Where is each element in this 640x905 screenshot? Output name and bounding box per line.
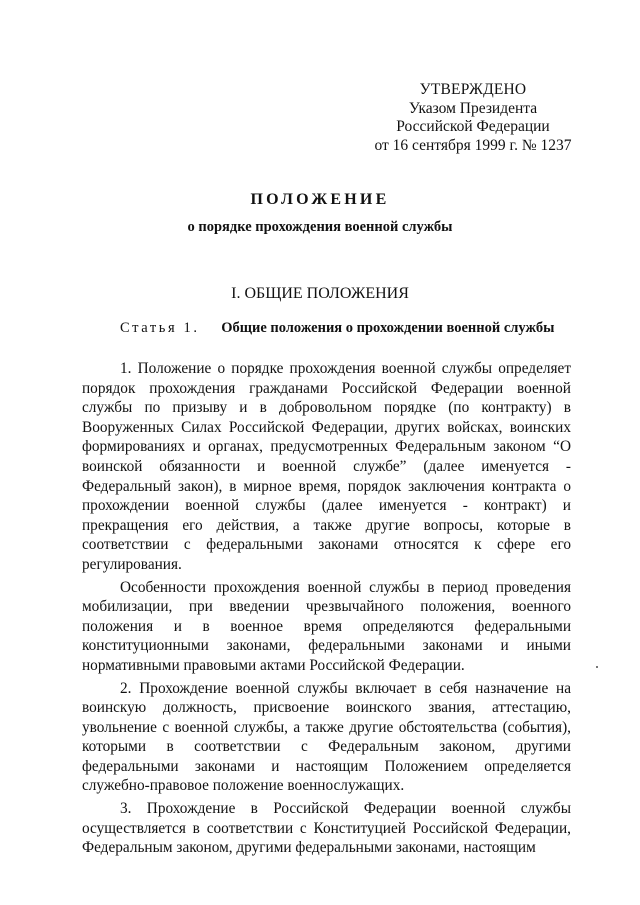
paragraph-4: 3. Прохождение в Российской Федерации военной службы осуществляется в соответствии с Конституцией Российской Федерации, Федеральным законом, другими федеральными законами, настоящим <box>82 800 571 857</box>
document-title: ПОЛОЖЕНИЕ <box>250 191 390 208</box>
paragraph-1: 1. Положение о порядке прохождения военной службы определяет порядок прохождения гражданами Российской Федерации военной службы по призыву и в добровольном порядке (по контракту) в Вооруженных Силах Российской Федерации, других войсках, воинских формированиях и органах, предусмотренных Федеральным законом “О воинской обязанности и военной службе” (далее именуется - Федеральный закон), в мирное время, порядок заключения контракта о прохождении военной службы (далее именуется - контракт) и прекращения его действия, а также другие вопросы, которые в соответствии с федеральными законами относятся к сфере его регулирования. <box>82 360 571 573</box>
section-heading: I. ОБЩИЕ ПОЛОЖЕНИЯ <box>231 285 409 302</box>
document-subtitle: о порядке прохождения военной службы <box>187 219 453 235</box>
approval-heading: УТВЕРЖДЕНО <box>419 81 527 98</box>
article-label: Статья 1. <box>120 320 200 336</box>
document-body <box>82 359 571 861</box>
paragraph-2: Особенности прохождения военной службы в период проведения мобилизации, при введении чрезвычайного положения, военного положения и в военное время определяются федеральными конституционными законами, федеральными законами и иными нормативными правовыми актами Российской Федерации. <box>82 578 571 674</box>
approval-issuer: Указом Президента <box>408 99 538 117</box>
approval-date: от 16 сентября 1999 г. № 1237 <box>374 136 572 154</box>
approval-country: Российской Федерации <box>396 118 550 135</box>
paragraph-3: 2. Прохождение военной службы включает в себя назначение на воинскую должность, присвоение воинского звания, аттестацию, увольнение с военной службы, а также другие обстоятельства (события), которыми в соответствии с Федеральным законом, другими федеральными законами и настоящим Положением определяется служебно-правовое положение военнослужащих. <box>82 679 571 795</box>
scan-speck <box>596 666 598 668</box>
approval-block <box>368 81 578 155</box>
article-title: Общие положения о прохождении военной службы <box>221 320 555 336</box>
article-heading <box>120 320 590 337</box>
